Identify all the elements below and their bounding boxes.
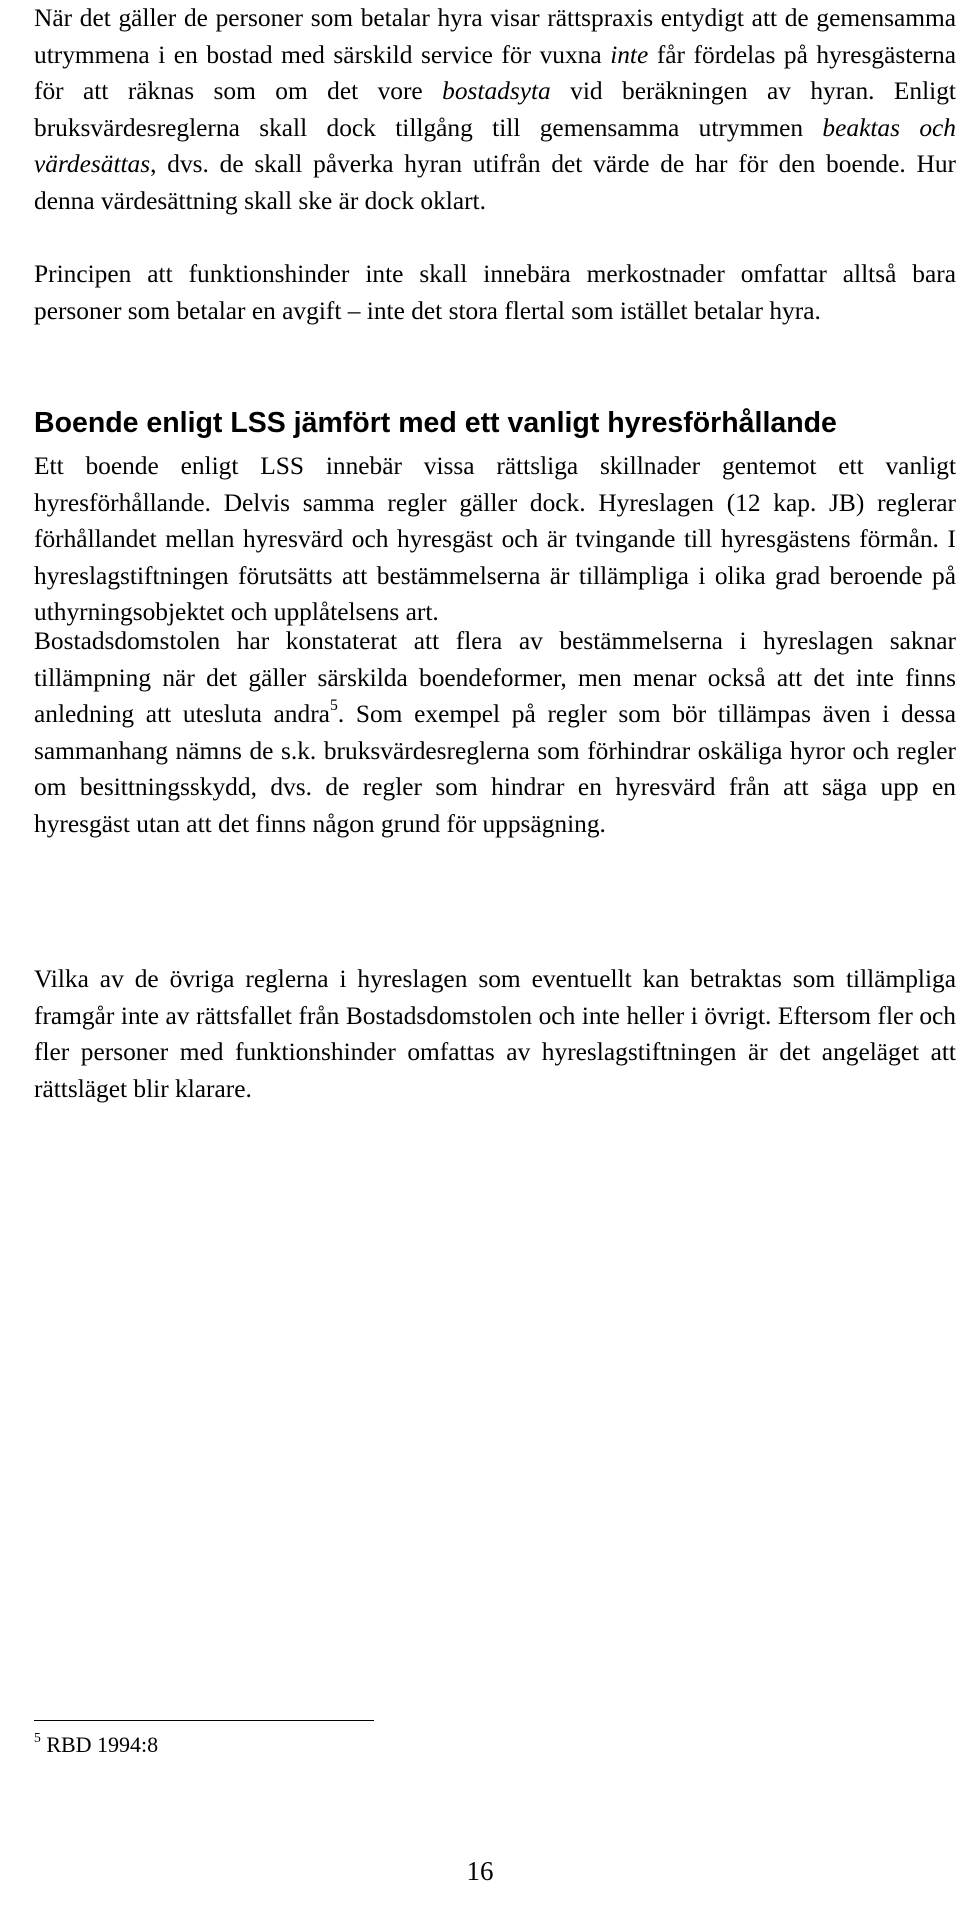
italic-text: inte — [610, 40, 649, 69]
text-run: I hyreslagstiftningen förutsätts att bestämmelserna är tillämpliga i olika grad beroende på uthyrningsobjektet och upplåtelsens art. — [34, 525, 956, 627]
footnote-text: RBD 1994:8 — [40, 1732, 159, 1757]
text-run: Vilka av de övriga reglerna i hyreslagen som eventuellt kan betraktas som tillämpliga framgår inte av rättsfallet från Bostadsdomstolen och inte heller i övrigt. — [34, 965, 956, 1030]
italic-text: beaktas och värdesättas — [34, 113, 956, 179]
text-run: När det gäller de personer som betalar hyra visar rättspraxis entydigt att de gemensamma utrymmena i en bostad med särskild service för vuxna — [34, 4, 956, 69]
text-run: får fördelas på hyresgästerna för att räknas som om det vore — [34, 40, 956, 106]
paragraph-housing-court — [34, 623, 956, 843]
paragraph-other-rules — [34, 961, 956, 1107]
text-run: Ett boende enligt LSS innebär vissa rättsliga skillnader gentemot ett vanligt hyresförhållande. Delvis samma regler gäller dock. Hyreslagen (12 kap. JB) reglerar förhållandet mellan hyresvärd och hyresgäst och är tvingande till hyresgästens förmån. — [34, 452, 956, 554]
footnote-number: 5 — [34, 1729, 41, 1745]
text-run: . Som exempel på regler som bör tillämpas även i dessa sammanhang nämns de s.k. bruksvärdesreglerna som förhindrar oskäliga hyror och regler om besittningsskydd, dvs. de regler som hindrar en hyresvärd från att säga upp en hyresgäst utan att det finns någon grund för uppsägning. — [34, 700, 957, 838]
italic-text: bostadsyta — [442, 77, 551, 106]
text-run: Eftersom fler och fler personer med funktionshinder omfattas av hyreslagstiftningen är det angeläget att rättsläget blir klarare. — [34, 1001, 956, 1103]
text-run: , dvs. de skall påverka hyran utifrån det värde de har för den boende. Hur denna värdesättning skall ske är dock oklart. — [34, 150, 956, 215]
footnote-divider — [34, 1720, 374, 1721]
text-run: vid beräkningen av hyran. Enligt bruksvärdesreglerna skall dock tillgång till gemensamma utrymmen — [34, 77, 956, 142]
text-run: Bostadsdomstolen har konstaterat att flera av bestämmelserna i hyreslagen saknar tillämpning när det gäller särskilda boendeformer, men menar också att det inte finns anledning att utesluta andra — [34, 627, 956, 729]
paragraph-lss-comparison — [34, 448, 956, 631]
footnote-reference[interactable]: 5 — [329, 697, 338, 715]
footnote — [34, 1730, 158, 1760]
page-number: 16 — [466, 1856, 494, 1886]
paragraph-rent-practice — [34, 0, 956, 220]
section-heading: Boende enligt LSS jämfört med ett vanligt hyresförhållande — [34, 407, 837, 439]
paragraph-principle: Principen att funktionshinder inte skall innebära merkostnader omfattar alltså bara personer som betalar en avgift – inte det stora flertal som istället betalar hyra. — [34, 260, 956, 325]
